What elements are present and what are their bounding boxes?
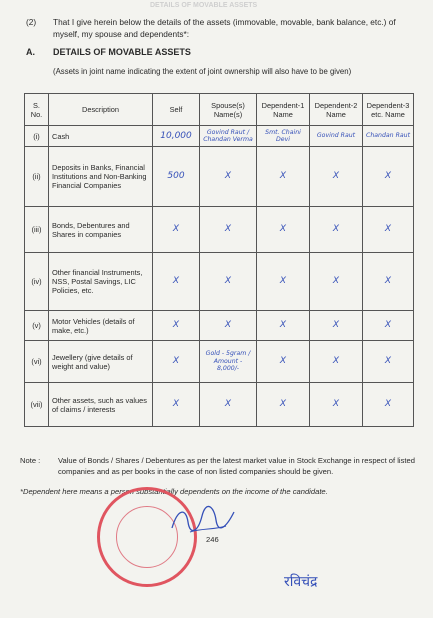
intro-number: (2)	[26, 17, 37, 27]
table-row	[25, 311, 414, 341]
cell-self: 10,000	[153, 126, 200, 147]
table-row	[25, 383, 414, 427]
note-text: Value of Bonds / Shares / Debentures as per the latest market value in Stock Exchange in respect of listed companies and as per books in the case of non listed companies should be given.	[58, 456, 415, 476]
cell-dependent-2: X	[310, 383, 363, 427]
table-header-row	[25, 94, 414, 126]
row-sno: (iii)	[25, 207, 49, 253]
cell-dependent-3: X	[363, 207, 414, 253]
cell-dependent-2: Govind Raut	[310, 126, 363, 147]
cell-spouse: X	[200, 147, 257, 207]
cell-dependent-2: X	[310, 253, 363, 311]
cell-dependent-3: Chandan Raut	[363, 126, 414, 147]
page-number: 246	[206, 535, 219, 544]
note-label: Note :	[20, 456, 41, 465]
row-description: Cash	[49, 126, 153, 147]
table-row	[25, 207, 414, 253]
cell-self: X	[153, 341, 200, 383]
movable-assets-table	[24, 93, 414, 427]
cell-dependent-1: X	[257, 207, 310, 253]
row-sno: (vi)	[25, 341, 49, 383]
cell-self: X	[153, 253, 200, 311]
cell-dependent-1: X	[257, 253, 310, 311]
row-sno: (iv)	[25, 253, 49, 311]
row-sno: (ii)	[25, 147, 49, 207]
intro-line-1: That I give herein below the details of the assets (immovable, movable, bank balance, etc.) of	[53, 17, 396, 27]
cell-self: 500	[153, 147, 200, 207]
intro-line-2: myself, my spouse and dependents*:	[53, 29, 190, 39]
row-description: Deposits in Banks, Financial Institutions and Non-Banking Financial Companies	[49, 147, 153, 207]
header-self: Self	[153, 94, 200, 126]
table-row	[25, 126, 414, 147]
table-row	[25, 147, 414, 207]
row-sno: (v)	[25, 311, 49, 341]
candidate-signature: रविचंद्र	[284, 574, 318, 590]
cell-dependent-3: X	[363, 383, 414, 427]
row-sno: (i)	[25, 126, 49, 147]
cell-spouse: X	[200, 383, 257, 427]
row-description: Other assets, such as values of claims / interests	[49, 383, 153, 427]
header-dependent-3: Dependent-3 etc. Name	[363, 94, 414, 126]
header-dependent-2: Dependent-2 Name	[310, 94, 363, 126]
section-title: DETAILS OF MOVABLE ASSETS	[53, 47, 191, 57]
section-subtitle: (Assets in joint name indicating the extent of joint ownership will also have to be given)	[53, 67, 352, 76]
cell-spouse: Govind Raut / Chandan Verma	[200, 126, 257, 147]
header-spouse: Spouse(s) Name(s)	[200, 94, 257, 126]
cell-dependent-3: X	[363, 147, 414, 207]
cell-dependent-2: X	[310, 341, 363, 383]
cell-dependent-3: X	[363, 311, 414, 341]
row-sno: (vii)	[25, 383, 49, 427]
cell-dependent-1: Smt. Chaini Devi	[257, 126, 310, 147]
cell-self: X	[153, 383, 200, 427]
cell-dependent-2: X	[310, 147, 363, 207]
header-sno: S. No.	[25, 94, 49, 126]
row-description: Other financial Instruments, NSS, Postal Savings, LIC Policies, etc.	[49, 253, 153, 311]
cell-dependent-2: X	[310, 207, 363, 253]
cell-dependent-1: X	[257, 311, 310, 341]
cell-spouse: X	[200, 253, 257, 311]
header-ghost: DETAILS OF MOVABLE ASSETS	[150, 2, 258, 9]
row-description: Bonds, Debentures and Shares in companies	[49, 207, 153, 253]
cell-dependent-3: X	[363, 341, 414, 383]
cell-dependent-2: X	[310, 311, 363, 341]
cell-spouse: X	[200, 207, 257, 253]
cell-self: X	[153, 311, 200, 341]
table-row	[25, 341, 414, 383]
cell-spouse: Gold - 5gram / Amount - 8,000/-	[200, 341, 257, 383]
footnote: *Dependent here means a person substantially dependents on the income of the candidate.	[20, 487, 328, 496]
table-row	[25, 253, 414, 311]
cell-dependent-1: X	[257, 147, 310, 207]
header-description: Description	[49, 94, 153, 126]
cell-spouse: X	[200, 311, 257, 341]
row-description: Jewellery (give details of weight and value)	[49, 341, 153, 383]
row-description: Motor Vehicles (details of make, etc.)	[49, 311, 153, 341]
cell-dependent-1: X	[257, 341, 310, 383]
cell-dependent-3: X	[363, 253, 414, 311]
cell-self: X	[153, 207, 200, 253]
header-dependent-1: Dependent-1 Name	[257, 94, 310, 126]
section-letter: A.	[26, 47, 35, 57]
initials-scribble	[168, 502, 240, 536]
cell-dependent-1: X	[257, 383, 310, 427]
